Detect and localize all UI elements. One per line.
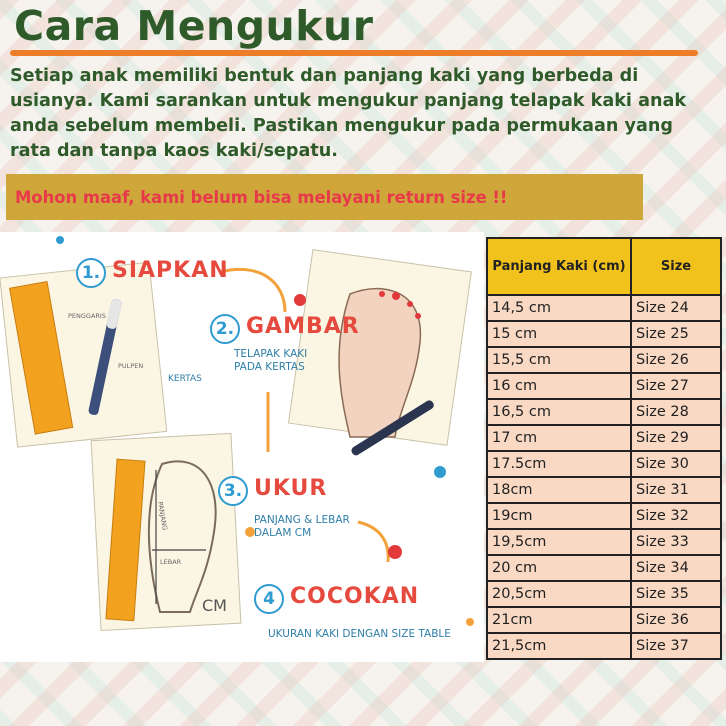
- table-row: [487, 295, 721, 321]
- label-lebar: LEBAR: [160, 558, 182, 566]
- table-row: [487, 321, 721, 347]
- header-foot-length: Panjang Kaki (cm): [487, 238, 631, 295]
- label-pulpen: PULPEN: [118, 362, 144, 370]
- measuring-steps-illustration: [0, 232, 484, 662]
- cell-foot-length: 15 cm: [487, 321, 631, 347]
- step-1-number: 1.: [76, 258, 106, 288]
- step-2-title: GAMBAR: [246, 314, 360, 339]
- cell-size: Size 32: [631, 503, 721, 529]
- label-panjang: PANJANG: [156, 501, 169, 531]
- step-4-subtitle: UKURAN KAKI DENGAN SIZE TABLE: [268, 628, 451, 640]
- label-penggaris: PENGGARIS: [68, 312, 106, 320]
- table-header-row: [487, 238, 721, 295]
- size-chart-table: [486, 237, 722, 660]
- table-row: [487, 451, 721, 477]
- cell-size: Size 25: [631, 321, 721, 347]
- table-row: [487, 503, 721, 529]
- table-row: [487, 347, 721, 373]
- step-1-title: SIAPKAN: [112, 258, 229, 283]
- return-notice-text: Mohon maaf, kami belum bisa melayani return size !!: [15, 187, 508, 207]
- step-4-title: COCOKAN: [290, 584, 420, 609]
- return-notice-banner: [6, 174, 643, 220]
- cell-size: Size 29: [631, 425, 721, 451]
- cell-foot-length: 14,5 cm: [487, 295, 631, 321]
- cell-size: Size 28: [631, 399, 721, 425]
- cell-foot-length: 19,5cm: [487, 529, 631, 555]
- cell-foot-length: 15,5 cm: [487, 347, 631, 373]
- cell-foot-length: 17 cm: [487, 425, 631, 451]
- table-row: [487, 581, 721, 607]
- cell-size: Size 27: [631, 373, 721, 399]
- cell-size: Size 31: [631, 477, 721, 503]
- cell-size: Size 37: [631, 633, 721, 659]
- step-4-number: 4: [254, 584, 284, 614]
- cell-foot-length: 16 cm: [487, 373, 631, 399]
- cell-foot-length: 21,5cm: [487, 633, 631, 659]
- step-2-subtitle: TELAPAK KAKI PADA KERTAS: [234, 348, 308, 373]
- table-row: [487, 555, 721, 581]
- table-row: [487, 425, 721, 451]
- cell-size: Size 36: [631, 607, 721, 633]
- cell-size: Size 34: [631, 555, 721, 581]
- table-row: [487, 373, 721, 399]
- cell-size: Size 35: [631, 581, 721, 607]
- step-3-subtitle: PANJANG & LEBAR DALAM CM: [254, 514, 350, 539]
- step-3-title: UKUR: [254, 476, 328, 501]
- cell-foot-length: 16,5 cm: [487, 399, 631, 425]
- cell-size: Size 33: [631, 529, 721, 555]
- page-title: Cara Mengukur: [14, 2, 374, 50]
- cell-foot-length: 20,5cm: [487, 581, 631, 607]
- table-body: [487, 295, 721, 659]
- cell-foot-length: 19cm: [487, 503, 631, 529]
- cell-foot-length: 17.5cm: [487, 451, 631, 477]
- table-row: [487, 633, 721, 659]
- table-row: [487, 399, 721, 425]
- header-size: Size: [631, 238, 721, 295]
- label-cm: CM: [202, 596, 227, 615]
- title-underline: [10, 50, 698, 56]
- intro-paragraph: Setiap anak memiliki bentuk dan panjang kaki yang berbeda di usianya. Kami sarankan untuk mengukur panjang telapak kaki anak anda sebelum membeli. Pastikan mengukur pada permukaan yang rata dan tanpa kaos kaki/sepatu.: [10, 66, 687, 161]
- cell-size: Size 30: [631, 451, 721, 477]
- table-row: [487, 529, 721, 555]
- table-row: [487, 607, 721, 633]
- step-3-number: 3.: [218, 476, 248, 506]
- table-row: [487, 477, 721, 503]
- cell-foot-length: 20 cm: [487, 555, 631, 581]
- cell-foot-length: 21cm: [487, 607, 631, 633]
- cell-foot-length: 18cm: [487, 477, 631, 503]
- step-2-number: 2.: [210, 314, 240, 344]
- cell-size: Size 24: [631, 295, 721, 321]
- label-kertas: KERTAS: [168, 374, 202, 384]
- cell-size: Size 26: [631, 347, 721, 373]
